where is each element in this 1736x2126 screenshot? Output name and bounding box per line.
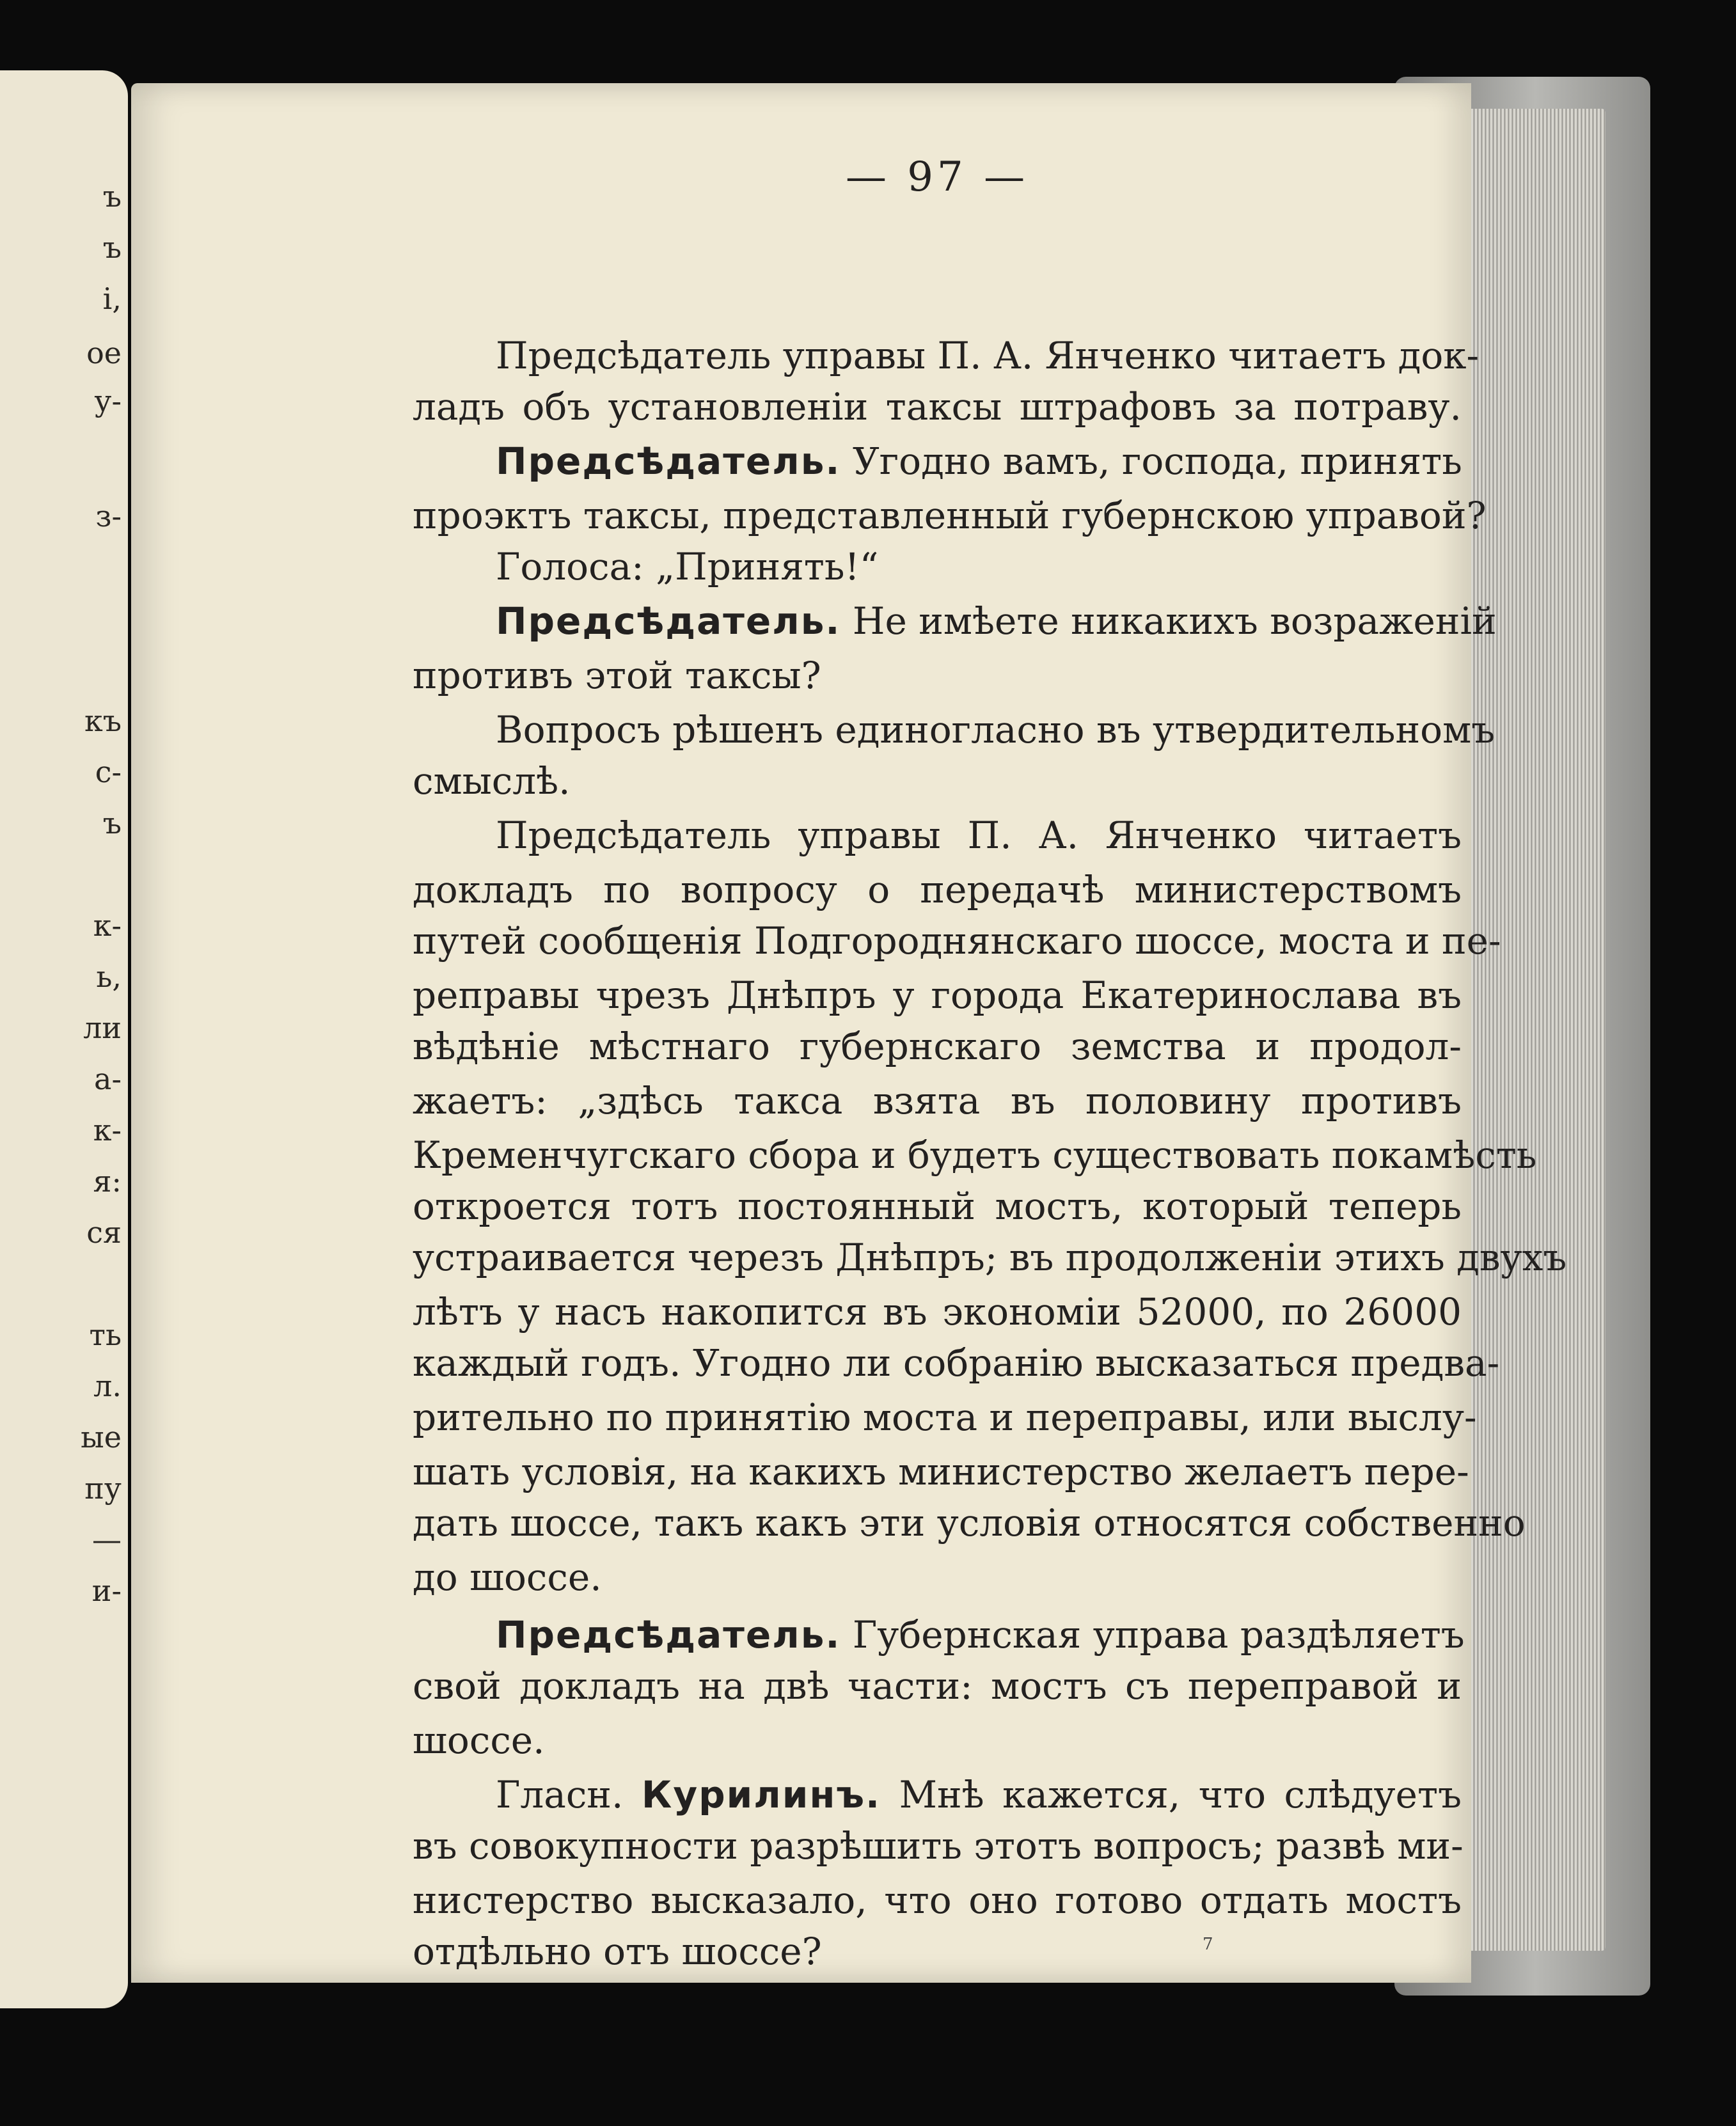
- left-page-fragment: к-: [93, 908, 122, 943]
- text-line: [413, 1717, 1462, 1763]
- text-line: [413, 1928, 1462, 1974]
- line-text: реправы чрезъ Днѣпръ у города Екатеринослава въ: [413, 973, 1462, 1017]
- left-page-fragment: ъ: [102, 806, 122, 840]
- text-line: [413, 1554, 1462, 1600]
- text-line: [413, 1877, 1462, 1923]
- line-text: Мнѣ кажется, что слѣдуетъ: [881, 1773, 1462, 1816]
- text-line: [413, 1023, 1462, 1069]
- line-text: Губернская управа раздѣляетъ: [840, 1613, 1465, 1657]
- left-page-fragment: ся: [86, 1215, 122, 1250]
- text-line: [413, 1772, 1462, 1818]
- left-page-fragment: ть: [89, 1318, 122, 1352]
- signature-mark: 7: [1203, 1935, 1213, 1954]
- text-line: [413, 652, 1462, 698]
- left-page-fragment: с-: [95, 755, 122, 789]
- line-text: вѣдѣніе мѣстнаго губернскаго земства и продол-: [413, 1025, 1462, 1068]
- line-text: путей сообщенія Подгороднянскаго шоссе, моста и пе-: [413, 919, 1501, 963]
- left-page-fragment: з-: [95, 499, 122, 533]
- line-text: отдѣльно отъ шоссе?: [413, 1930, 822, 1973]
- line-text: шать условія, на какихъ министерство желаетъ пере-: [413, 1450, 1469, 1493]
- left-page-fragment: и-: [91, 1573, 122, 1608]
- line-text: Угодно вамъ, господа, принять: [840, 439, 1462, 483]
- line-text: докладъ по вопросу о передачѣ министерствомъ: [413, 868, 1462, 911]
- line-text: до шоссе.: [413, 1555, 602, 1599]
- text-line: [413, 918, 1501, 964]
- line-text: рительно по принятію моста и переправы, или выслу-: [413, 1396, 1477, 1439]
- line-text: Не имѣете никакихъ возраженій: [840, 599, 1497, 643]
- text-line: [413, 1663, 1462, 1709]
- speaker-prefix: Гласн.: [496, 1773, 642, 1816]
- left-page-fragment: ое: [86, 336, 122, 370]
- line-text: Кременчугскаго сбора и будетъ существовать покамѣсть: [413, 1133, 1537, 1177]
- line-text: Вопросъ рѣшенъ единогласно въ утвердительномъ: [496, 708, 1495, 752]
- left-page-fragment: пу: [84, 1471, 122, 1506]
- text-line: [413, 1394, 1477, 1440]
- line-text: нистерство высказало, что оно готово отдать мостъ: [413, 1878, 1462, 1922]
- line-text: свой докладъ на двѣ части: мостъ съ переправой и: [413, 1664, 1462, 1708]
- text-line: [413, 758, 1462, 804]
- line-text: жаетъ: „здѣсь такса взята въ половину противъ: [413, 1079, 1462, 1122]
- text-line: [413, 384, 1462, 430]
- text-line: [413, 598, 1497, 644]
- text-line: [413, 1449, 1469, 1495]
- text-line: [413, 972, 1462, 1018]
- line-text: Голоса: „Принять!“: [496, 545, 879, 588]
- text-line: [413, 812, 1462, 858]
- text-line: [413, 707, 1495, 753]
- text-line: [413, 1340, 1500, 1386]
- page-number: — 97 —: [845, 154, 1029, 201]
- left-page-fragment: къ: [84, 704, 122, 738]
- text-line: [413, 544, 1462, 590]
- left-page-fragment: к-: [93, 1113, 122, 1147]
- text-line: [413, 1823, 1462, 1869]
- line-text: въ совокупности разрѣшить этотъ вопросъ; развѣ ми-: [413, 1824, 1464, 1868]
- text-line: [413, 333, 1480, 379]
- text-line: [413, 1078, 1462, 1124]
- line-text: Предсѣдатель управы П. А. Янченко читаетъ док-: [496, 334, 1480, 377]
- line-text: проэктъ таксы, представленный губернскою управой?: [413, 494, 1487, 537]
- left-page-fragment: і,: [102, 281, 122, 316]
- page-edges: [1452, 109, 1606, 1951]
- text-line: [413, 492, 1487, 539]
- line-text: смыслѣ.: [413, 759, 571, 803]
- right-page: [131, 83, 1567, 1983]
- speaker-name: Курилинъ.: [641, 1773, 881, 1816]
- text-line: [413, 1183, 1462, 1229]
- line-text: шоссе.: [413, 1719, 545, 1762]
- left-page-fragment: я:: [93, 1164, 122, 1199]
- line-text: противъ этой таксы?: [413, 654, 821, 697]
- left-page-fragment: ъ: [102, 179, 122, 214]
- line-text: откроется тотъ постоянный мостъ, который теперь: [413, 1185, 1462, 1228]
- left-page-fragment: ъ: [102, 230, 122, 265]
- text-line: [413, 1612, 1465, 1658]
- line-text: ладъ объ установленіи таксы штрафовъ за потраву.: [413, 385, 1462, 429]
- line-text: лѣтъ у насъ накопится въ экономіи 52000, по 26000: [413, 1290, 1462, 1334]
- text-line: [413, 438, 1462, 484]
- text-line: [413, 1132, 1537, 1178]
- text-line: [413, 1234, 1567, 1280]
- line-text: каждый годъ. Угодно ли собранію высказаться предва-: [413, 1341, 1500, 1385]
- left-page-fragment: л.: [93, 1369, 122, 1403]
- text-line: [413, 867, 1462, 913]
- left-page-fragment: у-: [94, 384, 122, 418]
- line-text: Предсѣдатель управы П. А. Янченко читаетъ: [496, 814, 1462, 857]
- line-text: устраивается черезъ Днѣпръ; въ продолженіи этихъ двухъ: [413, 1236, 1567, 1279]
- left-page-fragment: —: [92, 1522, 122, 1557]
- left-page-fragment: ь,: [96, 959, 122, 994]
- left-page-fragment: ли: [83, 1011, 122, 1045]
- text-line: [413, 1500, 1526, 1546]
- speaker-name: Предсѣдатель.: [496, 1613, 841, 1657]
- left-page-fragment: ые: [81, 1420, 122, 1454]
- speaker-name: Предсѣдатель.: [496, 599, 841, 643]
- text-line: [413, 1289, 1462, 1335]
- line-text: дать шоссе, такъ какъ эти условія относятся собственно: [413, 1501, 1526, 1545]
- left-page-fragment: а-: [94, 1062, 122, 1096]
- speaker-name: Предсѣдатель.: [496, 439, 841, 483]
- left-page: [0, 70, 128, 2008]
